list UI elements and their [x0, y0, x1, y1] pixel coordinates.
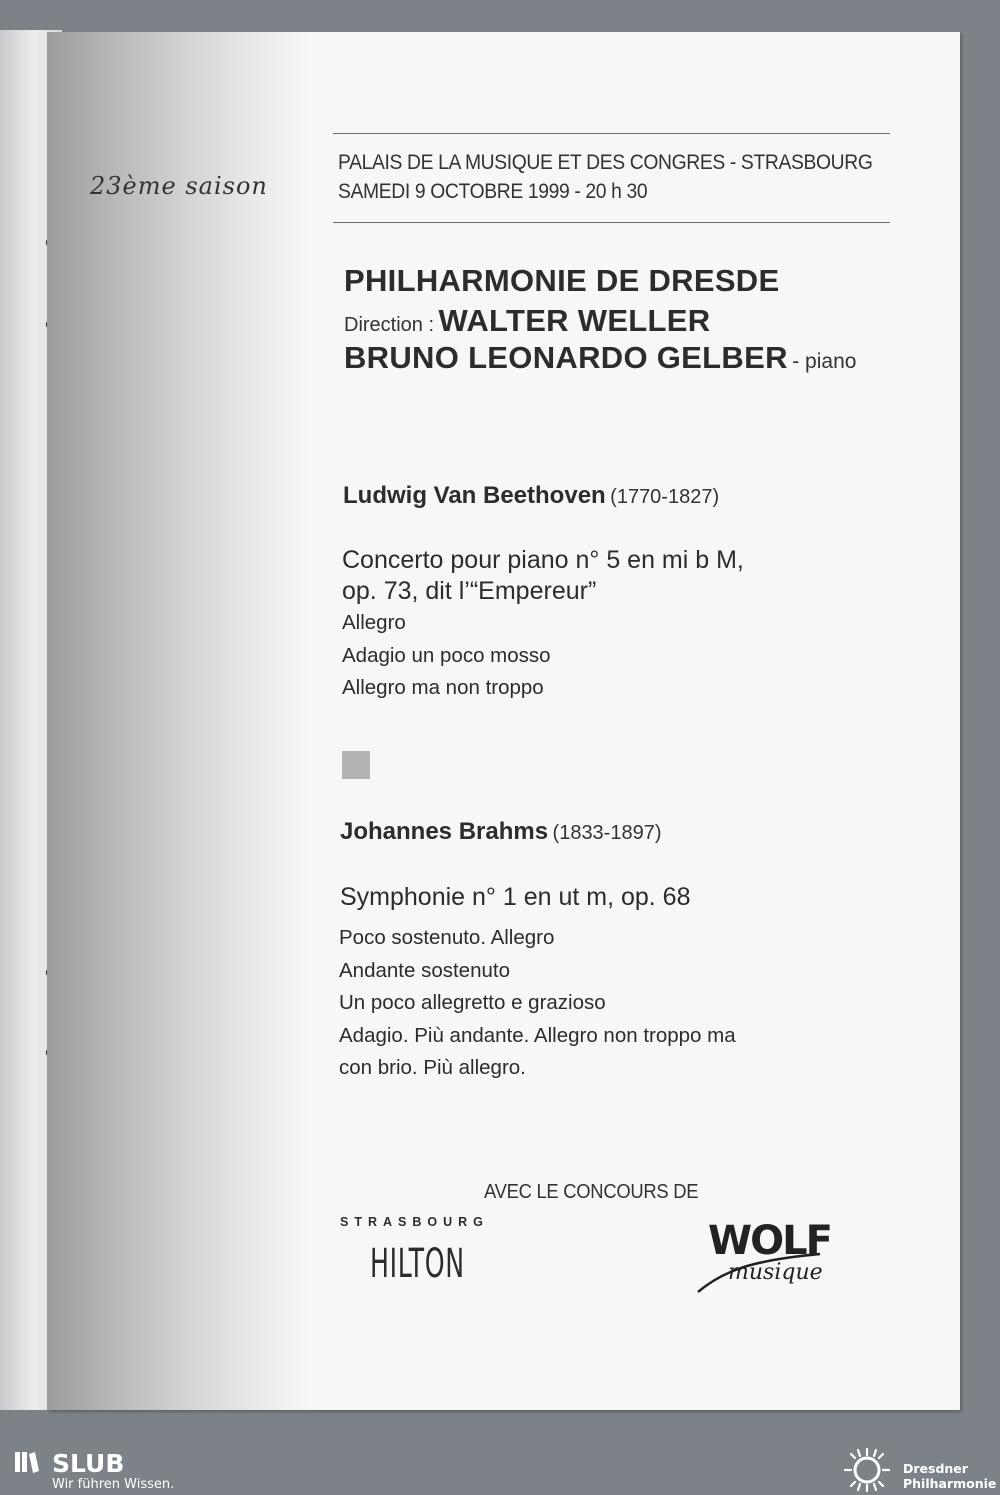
wolf-subtitle: musique — [728, 1260, 823, 1285]
bottom-rule — [333, 222, 890, 223]
movement-item: Adagio. Più andante. Allegro non troppo ma — [339, 1023, 736, 1047]
soloist-row — [344, 340, 856, 376]
movement-list — [339, 922, 736, 1085]
work-title — [342, 545, 744, 607]
slub-book-icon — [14, 1450, 40, 1474]
date-time: SAMEDI 9 OCTOBRE 1999 - 20 h 30 — [338, 180, 648, 203]
partner-name-line1: Dresdner — [903, 1461, 968, 1476]
venue: PALAIS DE LA MUSIQUE ET DES CONGRES - STRASBOURG — [338, 151, 873, 174]
movement-item: con brio. Più allegro. — [339, 1056, 526, 1079]
hilton-logo: HILTON — [370, 1241, 465, 1287]
soloist-instrument: - piano — [792, 350, 857, 373]
work-title-line: op. 73, dit l’“Empereur” — [342, 577, 597, 605]
movement-item: Poco sostenuto. Allegro — [339, 926, 555, 949]
top-rule — [333, 133, 890, 134]
work-title-line: Concerto pour piano n° 5 en mi b M, — [342, 546, 744, 574]
orchestra-name: PHILHARMONIE DE DRESDE — [344, 263, 780, 298]
direction-row — [344, 303, 710, 339]
gradient-band — [47, 32, 315, 1410]
composer-name: Johannes Brahms — [340, 818, 549, 845]
conductor-name: WALTER WELLER — [438, 303, 711, 338]
wolf-logo: WOLF — [708, 1218, 831, 1264]
direction-label: Direction : — [344, 314, 435, 336]
partner-name-line2: Philharmonie — [903, 1476, 997, 1491]
movement-item: Allegro — [342, 611, 406, 634]
library-name: SLUB — [52, 1449, 125, 1478]
season-label: 23ème saison — [90, 172, 268, 200]
composer-row — [340, 818, 662, 846]
library-tagline: Wir führen Wissen. — [52, 1477, 175, 1492]
soloist-name: BRUNO LEONARDO GELBER — [344, 340, 788, 375]
composer-row — [343, 482, 719, 510]
composer-dates: (1833-1897) — [552, 822, 662, 844]
sponsor-caption: AVEC LE CONCOURS DE — [484, 1181, 699, 1203]
work-title-line: Symphonie n° 1 en ut m, op. 68 — [340, 883, 691, 911]
composer-dates: (1770-1827) — [610, 486, 720, 508]
movement-item: Un poco allegretto e grazioso — [339, 991, 606, 1014]
movement-list — [342, 607, 551, 705]
section-divider-square — [342, 751, 370, 779]
composer-name: Ludwig Van Beethoven — [343, 482, 606, 509]
work-title — [340, 882, 691, 913]
movement-item: Andante sostenuto — [339, 958, 510, 982]
hilton-city: STRASBOURG — [340, 1215, 489, 1229]
movement-item: Allegro ma non troppo — [342, 676, 544, 699]
movement-item: Adagio un poco mosso — [342, 643, 551, 667]
philharmonie-sun-icon — [842, 1446, 892, 1494]
